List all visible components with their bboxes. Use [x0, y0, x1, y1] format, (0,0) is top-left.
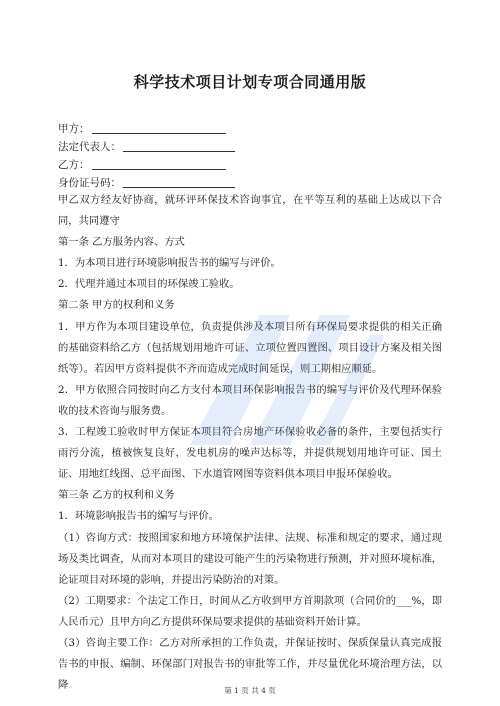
- article-1-item-1: 1．为本项目进行环境影响报告书的编写与评价。: [58, 257, 281, 270]
- id-number-field: [58, 176, 235, 190]
- document-body: [58, 190, 442, 696]
- legal-representative-blank: [123, 140, 235, 152]
- party-b-field: [58, 158, 226, 172]
- page-footer: 第 1 页 共 4 页: [224, 686, 276, 695]
- intro-paragraph: 甲乙双方经友好协商，就环评环保技术咨询事宜，在平等互利的基础上达成以下合同，共同遵守: [58, 194, 442, 228]
- party-a-field: [58, 122, 226, 136]
- article-3-item-1: 1．环境影响报告书的编写与评价。: [58, 510, 220, 523]
- article-3-subitem-3: （3）咨询主要工作：乙方对所承担的工作负责，并保证按时、保质保量认真完成报告书的申报、编制、环保部门对报告书的审批等工作，并尽量优化环境治理方法，以降: [58, 636, 442, 692]
- article-2-item-3: 3．工程竣工验收时甲方保证本项目符合房地产环保验收必备的条件，主要包括实行雨污分流，植被恢复良好，发电机房的噪声达标等，并提供规划用地许可证、国土证、用地红线图、总平面图、下水道管网图等资料供本项目申报环保验收。: [58, 426, 442, 481]
- id-number-label: 身份证号码：: [58, 177, 121, 189]
- article-3-subitem-1: （1）咨询方式：按照国家和地方环境保护法律、法规、标准和规定的要求，通过现场及类比调查，从而对本项目的建设可能产生的污染物进行预测，并对照环境标准，论证项目对环境的影响，并提出污染防治的对策。: [58, 531, 442, 586]
- article-1-heading: 第一条 乙方服务内容、方式: [58, 236, 185, 249]
- legal-representative-label: 法定代表人：: [58, 141, 121, 153]
- party-a-blank: [92, 122, 226, 134]
- party-a-label: 甲方：: [58, 123, 90, 135]
- article-2-item-1: 1．甲方作为本项目建设单位，负责提供涉及本项目所有环保局要求提供的相关正确的基础资料给乙方（包括规划用地许可证、立项位置四置图、项目设计方案及相关图纸等）。若因甲方资料提供不齐而造成完成时间延误，则工期相应顺延。: [58, 320, 442, 375]
- article-3-subitem-2: （2）工期要求：个法定工作日，时间从乙方收到甲方首期款项（合同价的___%，即人民币元）且甲方向乙方提供环保局要求提供的基础资料开始计算。: [58, 594, 442, 628]
- party-b-blank: [92, 158, 226, 170]
- article-2-heading: 第二条 甲方的权利和义务: [58, 299, 175, 312]
- article-1-item-2: 2．代理并通过本项目的环保竣工验收。: [58, 278, 240, 291]
- document-title: 科学技术项目计划专项合同通用版: [133, 73, 367, 91]
- legal-representative-field: [58, 140, 235, 154]
- article-3-heading: 第三条 乙方的权利和义务: [58, 489, 175, 502]
- id-number-blank: [123, 176, 235, 188]
- party-b-label: 乙方：: [58, 159, 90, 171]
- article-2-item-2: 2．甲方依照合同按时向乙方支付本项目环保影响报告书的编写与评价及代理环保验收的技术咨询与服务费。: [58, 383, 442, 417]
